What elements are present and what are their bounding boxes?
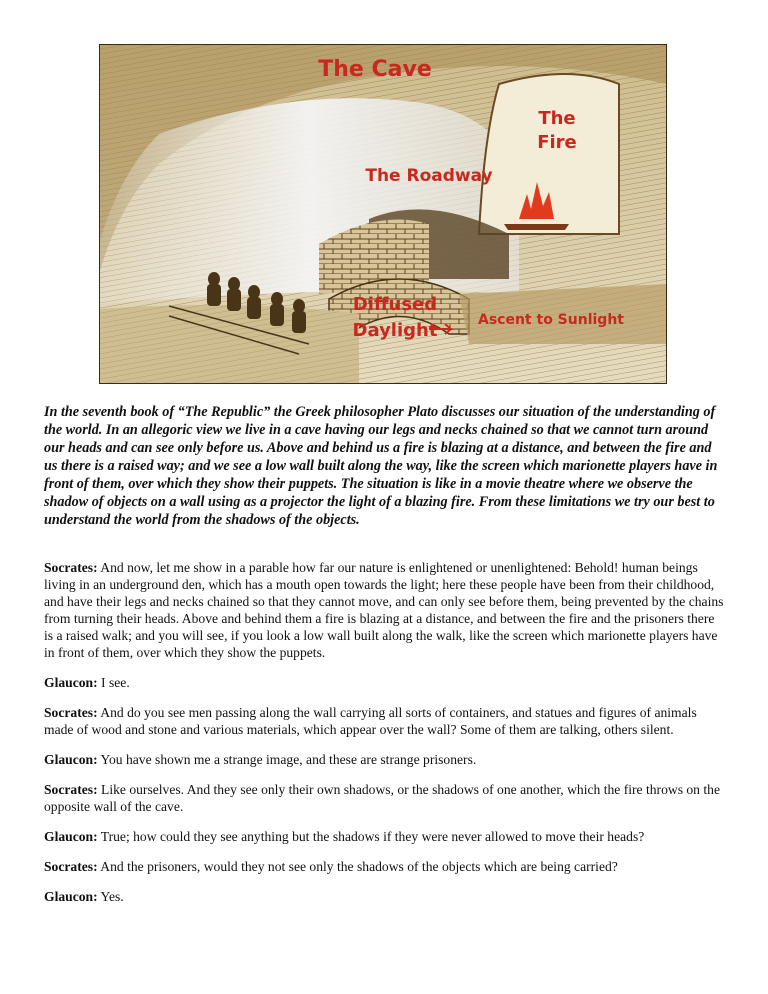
dialogue-line bbox=[44, 858, 724, 875]
label-daylight-line2: Daylight bbox=[352, 320, 438, 341]
speaker: Glaucon: bbox=[44, 829, 98, 844]
dialogue-line bbox=[44, 888, 724, 905]
label-roadway: The Roadway bbox=[365, 166, 493, 186]
line-text: And the prisoners, would they not see only the shadows of the objects which are being carried? bbox=[100, 859, 618, 874]
line-text: You have shown me a strange image, and these are strange prisoners. bbox=[100, 752, 477, 767]
cave-drawing bbox=[99, 44, 667, 384]
dialogue-line bbox=[44, 704, 724, 738]
line-text: And do you see men passing along the wall carrying all sorts of containers, and statues and figures of animals made of wood and stone and various materials, which appear over the wall? Some of them are talking, others silent. bbox=[44, 705, 697, 737]
dialogue-line bbox=[44, 751, 724, 768]
line-text: True; how could they see anything but the shadows if they were never allowed to move their heads? bbox=[100, 829, 645, 844]
intro-paragraph: In the seventh book of “The Republic” the Greek philosopher Plato discusses our situation of the understanding of the world. In an allegoric view we live in a cave having our legs and necks chained so that we cannot turn around our heads and can see only before us. Above and behind us a fire is blazing at a distance, and between the fire and us there is a raised way; and we see a low wall built along the way, like the screen which marionette players have in front of them, over which they show their puppets. The situation is like in a movie theatre where we observe the shadow of objects on a wall using as a projector the light of a blazing fire. From these limitations we try our best to understand the world from the shadows of the objects. bbox=[44, 404, 718, 528]
speaker: Socrates: bbox=[44, 705, 98, 720]
figure-title: The Cave bbox=[318, 57, 432, 82]
label-fire-line1: The bbox=[538, 108, 576, 129]
speaker: Glaucon: bbox=[44, 889, 98, 904]
speaker: Socrates: bbox=[44, 859, 98, 874]
cave-illustration bbox=[99, 44, 667, 384]
dialogue-line bbox=[44, 674, 724, 691]
line-text: Like ourselves. And they see only their own shadows, or the shadows of one another, which the fire throws on the opposite wall of the cave. bbox=[44, 782, 720, 814]
speaker: Socrates: bbox=[44, 782, 98, 797]
dialogue-line bbox=[44, 828, 724, 845]
dialogue-line bbox=[44, 559, 724, 661]
line-text: I see. bbox=[101, 675, 130, 690]
dialogue-line bbox=[44, 781, 724, 815]
label-fire-line2: Fire bbox=[537, 132, 577, 153]
dialogue bbox=[44, 559, 724, 918]
line-text: And now, let me show in a parable how far our nature is enlightened or unenlightened: Behold! human beings living in an underground den, which has a mouth open towards the light; here these people have been from their childhood, and have their legs and necks chained so that they cannot move, and can only see before them, being prevented by the chains from turning their heads. Above and behind them a fire is blazing at a distance, and between the fire and the prisoners there is a raised walk; and you will see, if you look a low wall built along the walk, like the screen which marionette players have in front of them, over which they show the puppets. bbox=[44, 560, 724, 660]
label-daylight-line1: Diffused bbox=[352, 294, 438, 315]
speaker: Glaucon: bbox=[44, 675, 98, 690]
speaker: Glaucon: bbox=[44, 752, 98, 767]
speaker: Socrates: bbox=[44, 560, 98, 575]
label-ascent: Ascent to Sunlight bbox=[478, 312, 624, 328]
line-text: Yes. bbox=[100, 889, 124, 904]
